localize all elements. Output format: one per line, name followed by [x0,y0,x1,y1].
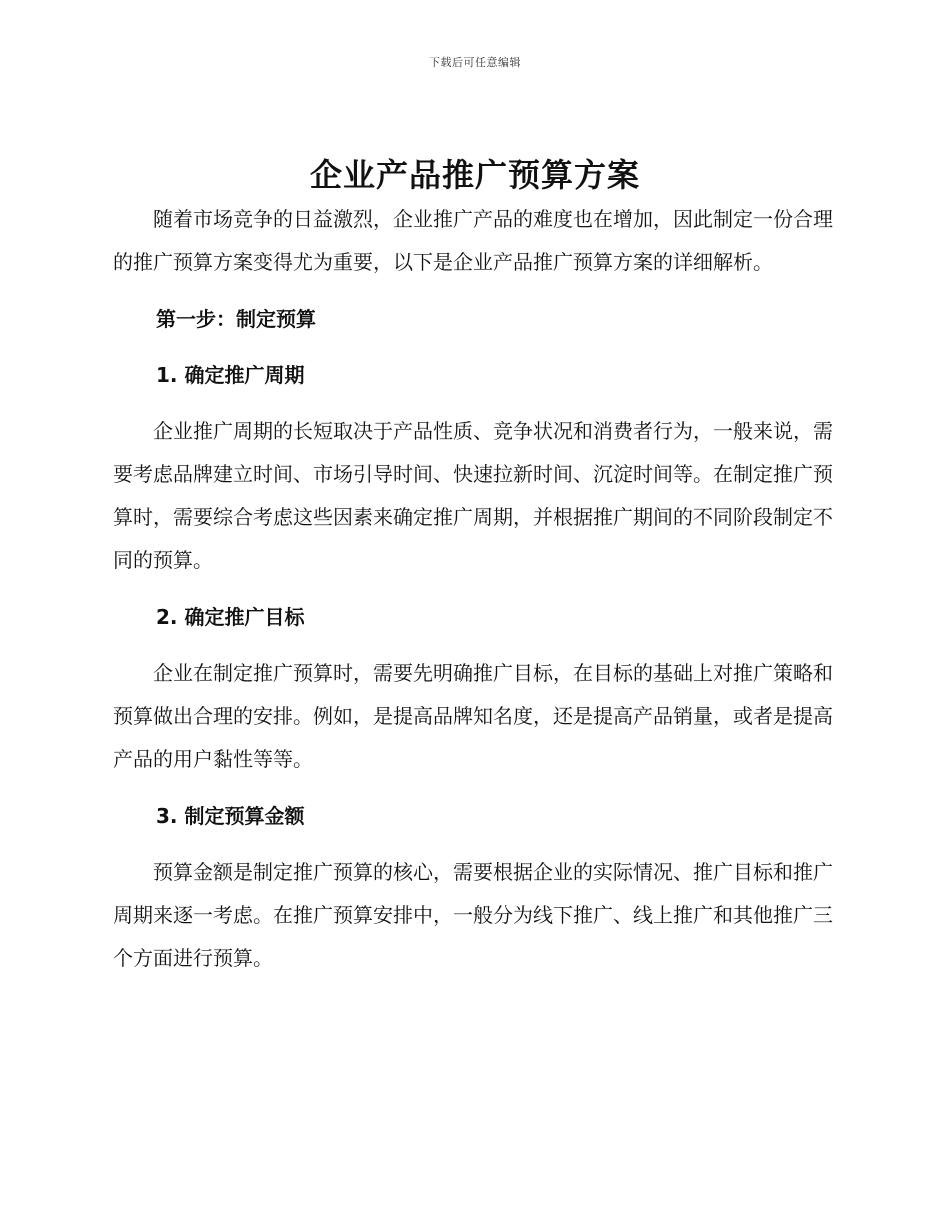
section-heading-amount: 3. 制定预算金额 [156,804,305,828]
section-body-period: 企业推广周期的长短取决于产品性质、竞争状况和消费者行为，一般来说，需要考虑品牌建立时间、市场引导时间、快速拉新时间、沉淀时间等。在制定推广预算时，需要综合考虑这些因素来确定推广周期，并根据推广期间的不同阶段制定不同的预算。 [113,419,833,572]
section-body-goal: 企业在制定推广预算时，需要先明确推广目标，在目标的基础上对推广策略和预算做出合理的安排。例如，是提高品牌知名度，还是提高产品销量，或者是提高产品的用户黏性等等。 [113,661,833,771]
section-heading-period: 1. 确定推广周期 [156,363,305,387]
step1-heading: 第一步：制定预算 [156,307,316,331]
document-title: 企业产品推广预算方案 [309,156,640,194]
document-body [113,198,833,980]
section-heading-goal: 2. 确定推广目标 [156,605,305,629]
header-note: 下载后可任意编辑 [429,56,521,69]
section-body-amount: 预算金额是制定推广预算的核心，需要根据企业的实际情况、推广目标和推广周期来逐一考虑。在推广预算安排中，一般分为线下推广、线上推广和其他推广三个方面进行预算。 [113,860,833,970]
intro-paragraph: 随着市场竞争的日益激烈，企业推广产品的难度也在增加，因此制定一份合理的推广预算方案变得尤为重要，以下是企业产品推广预算方案的详细解析。 [113,207,833,274]
